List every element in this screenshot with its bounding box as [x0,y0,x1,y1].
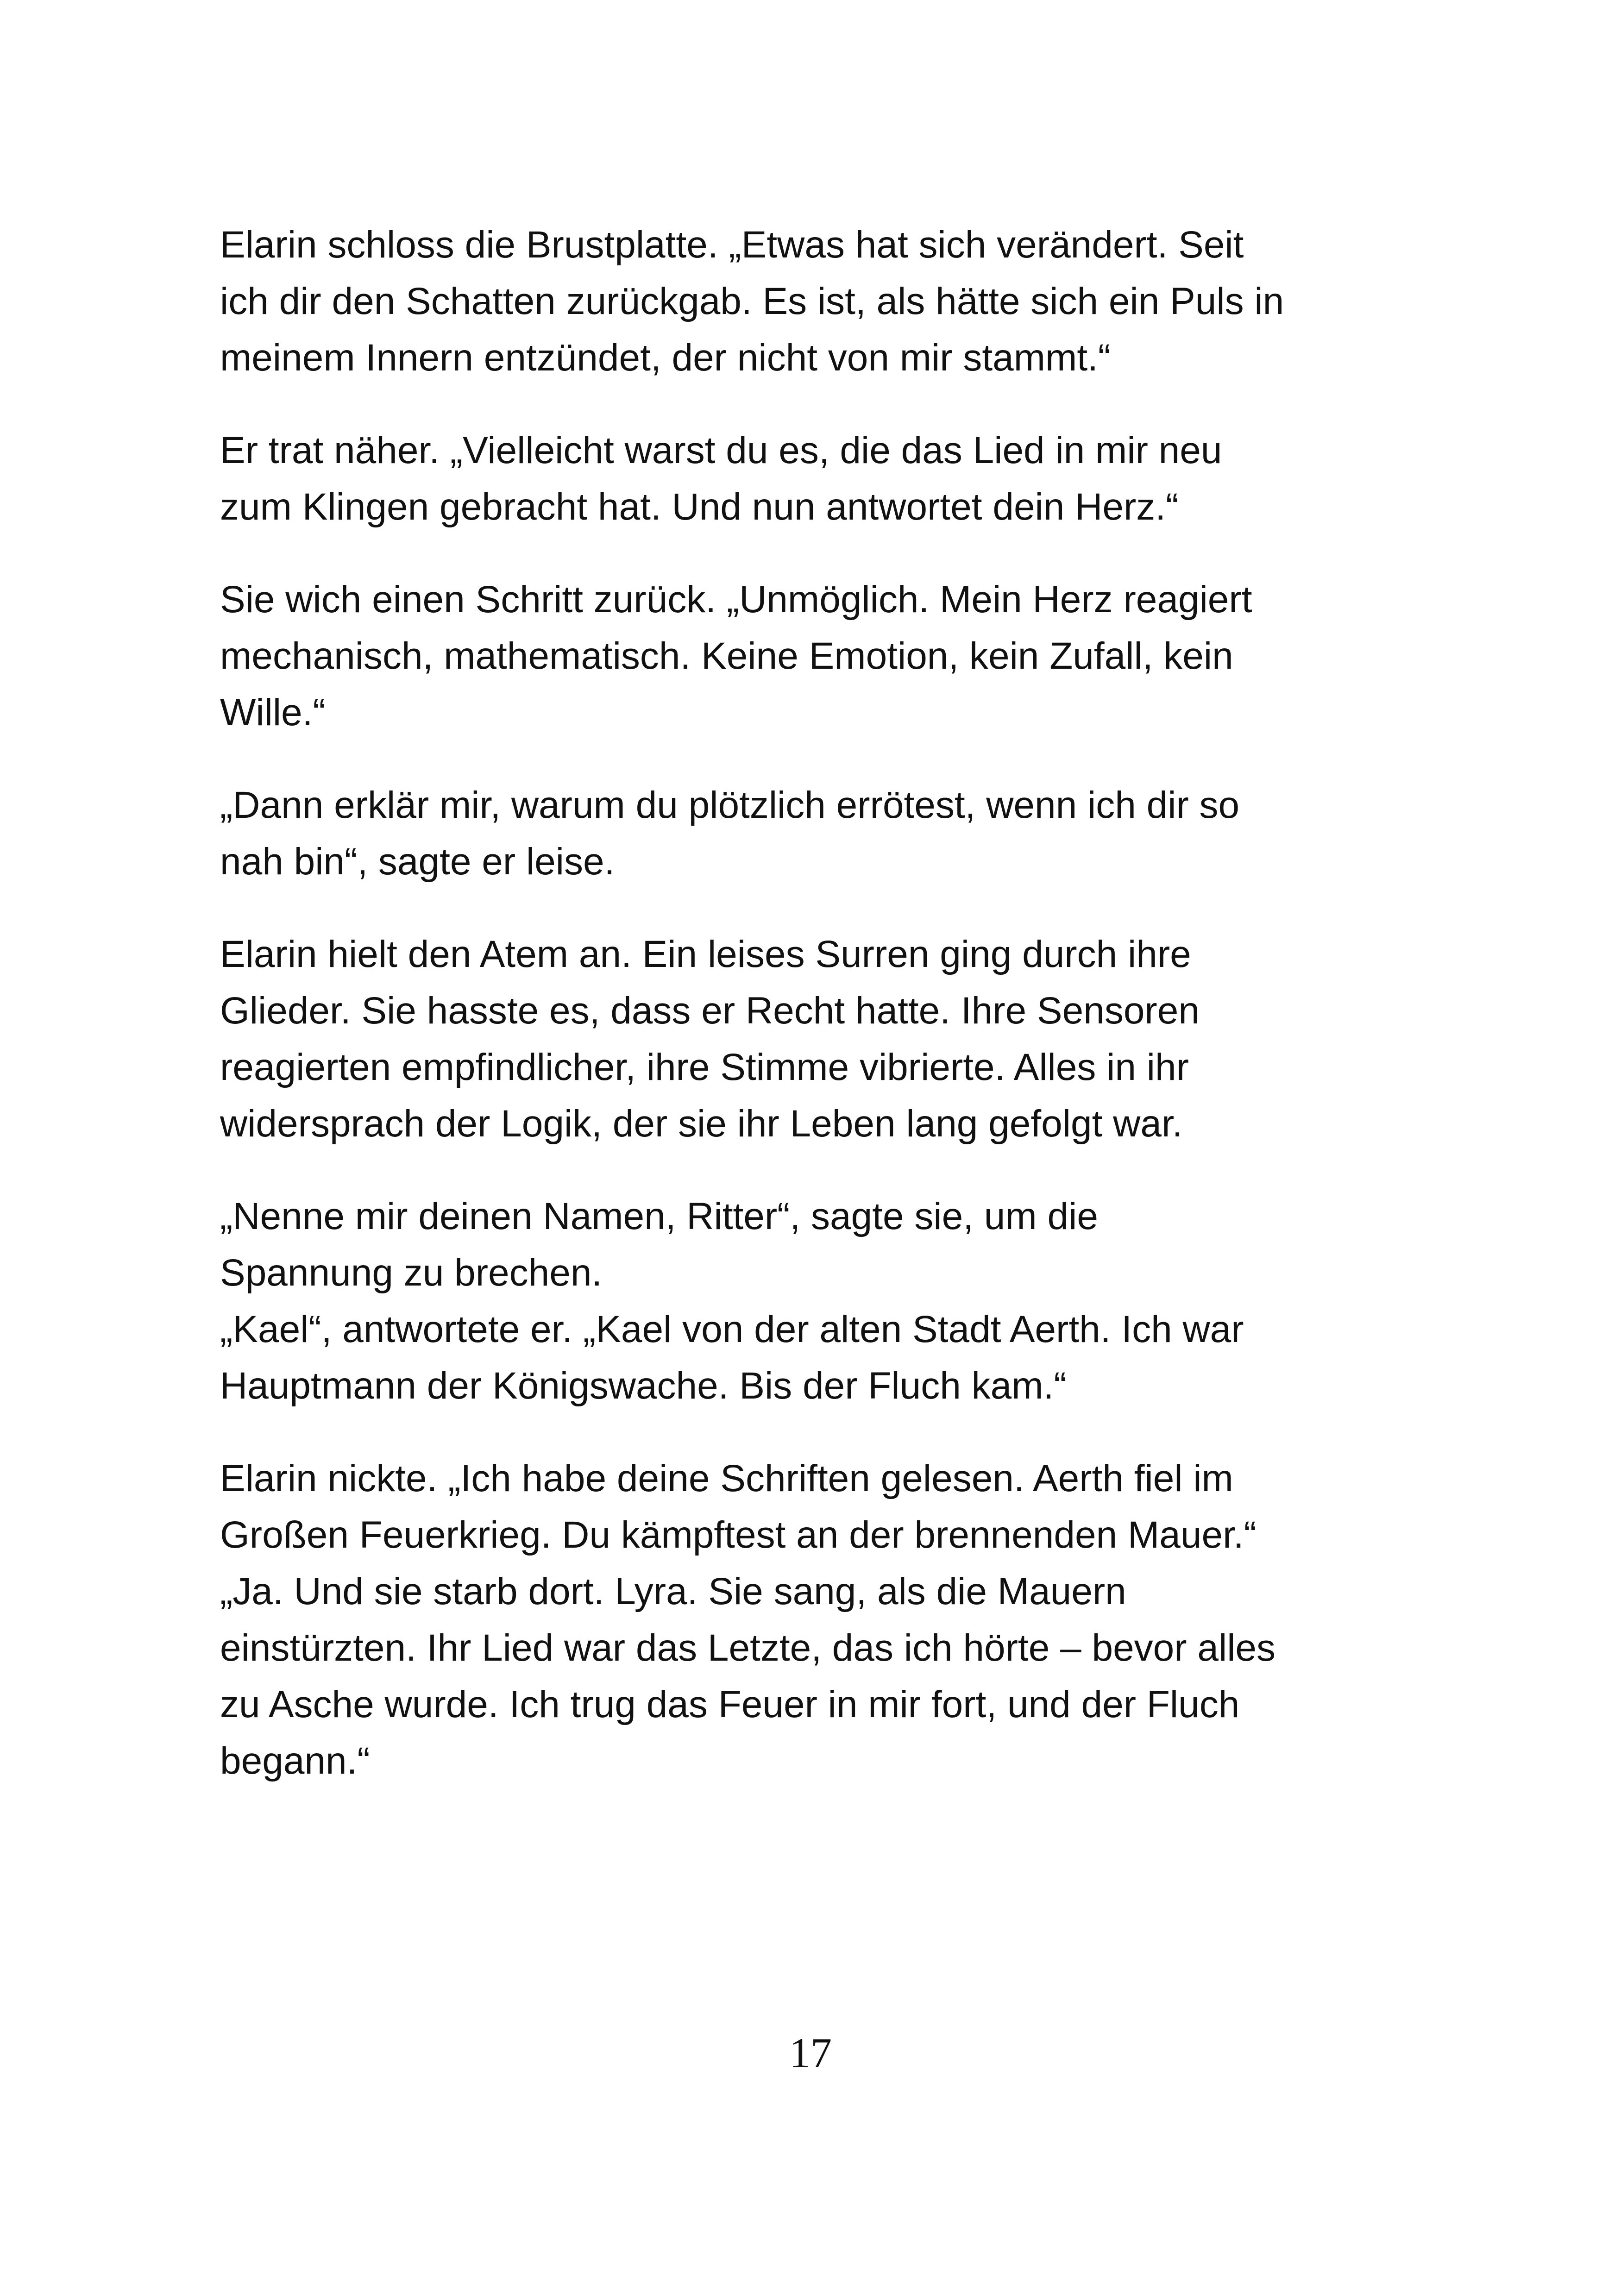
body-text [220,217,1424,1826]
paragraph: Elarin nickte. „Ich habe deine Schriften gelesen. Aerth fiel im Großen Feuerkrieg. Du kämpftest an der brennenden Mauer.“ „Ja. Und sie starb dort. Lyra. Sie sang, als die Mauern einstürzten. Ihr Lied war das Letzte, das ich hörte – bevor alles zu Asche wurde. Ich trug das Feuer in mir fort, und der Fluch begann.“ [220,1457,1276,1782]
paragraph: Elarin hielt den Atem an. Ein leises Surren ging durch ihre Glieder. Sie hasste es, dass er Recht hatte. Ihre Sensoren reagierten empfindlicher, ihre Stimme vibrierte. Alles in ihr widersprach der Logik, der sie ihr Leben lang gefolgt war. [220,933,1200,1145]
paragraph: „Dann erklär mir, warum du plötzlich errötest, wenn ich dir so nah bin“, sagte er leise. [220,784,1240,883]
paragraph: Er trat näher. „Vielleicht warst du es, die das Lied in mir neu zum Klingen gebracht hat. Und nun antwortet dein Herz.“ [220,429,1222,528]
paragraph: Sie wich einen Schritt zurück. „Unmöglich. Mein Herz reagiert mechanisch, mathematisch. Keine Emotion, kein Zufall, kein Wille.“ [220,578,1252,734]
page-number: 17 [789,2029,832,2076]
paragraph: „Nenne mir deinen Namen, Ritter“, sagte sie, um die Spannung zu brechen. „Kael“, antwortete er. „Kael von der alten Stadt Aerth. Ich war Hauptmann der Königswache. Bis der Fluch kam.“ [220,1195,1244,1407]
paragraph: Elarin schloss die Brustplatte. „Etwas hat sich verändert. Seit ich dir den Schatten zurückgab. Es ist, als hätte sich ein Puls in meinem Innern entzündet, der nicht von mir stammt.“ [220,224,1284,379]
